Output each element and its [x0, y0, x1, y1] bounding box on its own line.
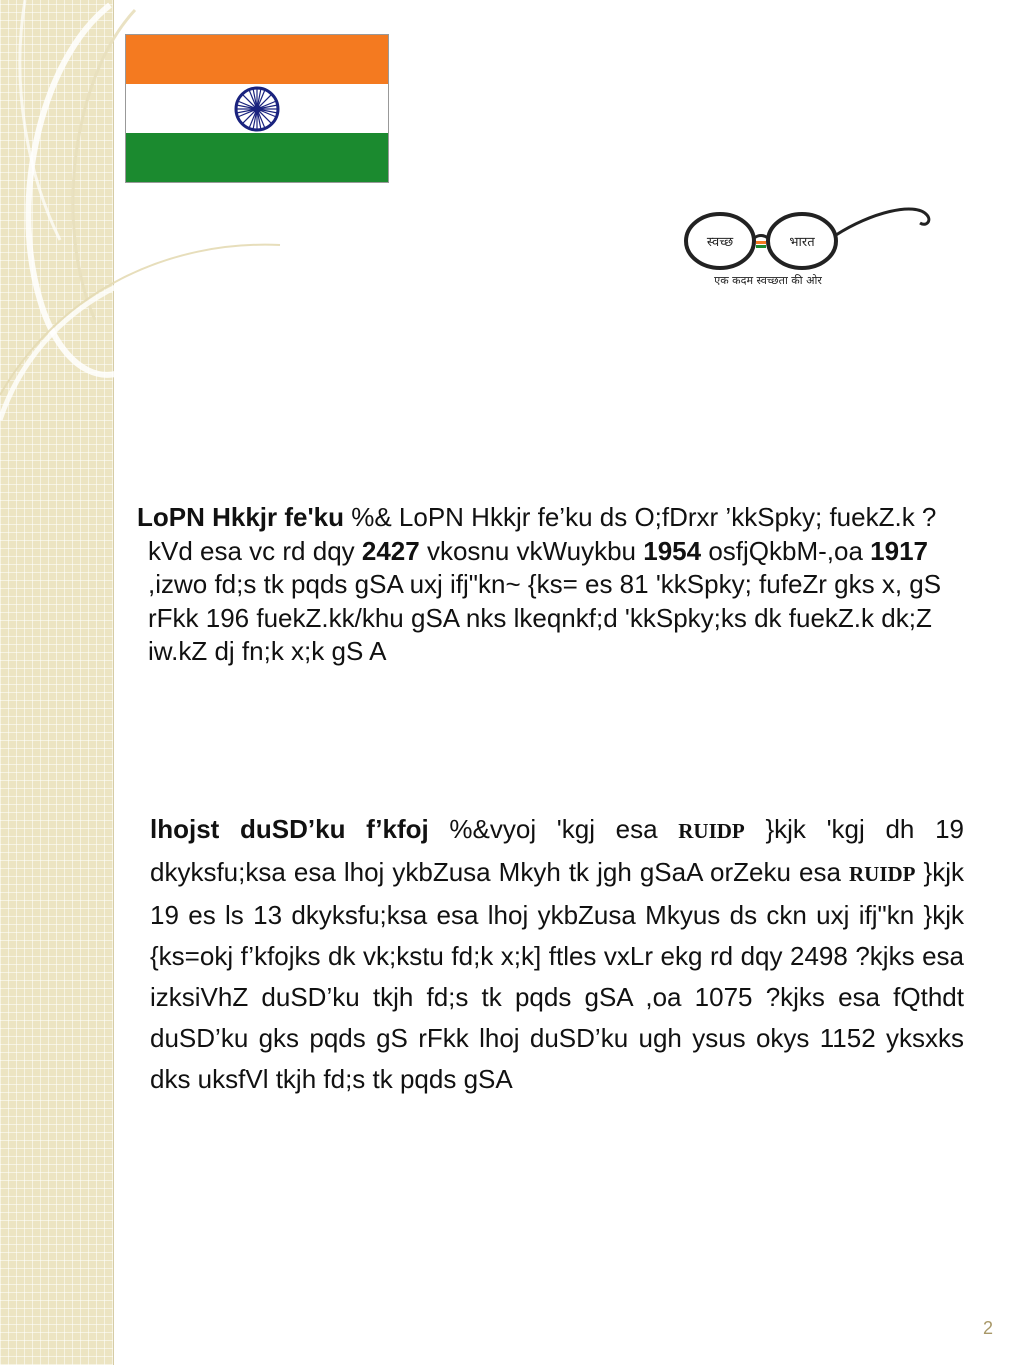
paragraph-text: }kjk 'kgj dh 19 dkyksfu;ksa esa lhoj ykbZusa Mkyh tk jgh gSaA orZeku esa: [150, 814, 964, 887]
paragraph-title: LoPN Hkkjr fe'ku: [137, 502, 345, 532]
sewer-connection-paragraph: [150, 809, 964, 1100]
swachh-bharat-paragraph: [137, 501, 978, 669]
india-flag-icon: [125, 34, 389, 183]
count-verified: 1954: [643, 535, 702, 566]
logo-right-word: भारत: [789, 235, 815, 250]
paragraph-text: osfjQkbM-,oa: [701, 535, 871, 566]
page-number: 2: [983, 1318, 994, 1338]
flag-white-band: [126, 84, 388, 133]
paragraph-title: lhojst duSD’ku f’kfoj: [150, 814, 429, 844]
paragraph-text: }kjk 19 es ls 13 dkyksfu;ksa esa lhoj ykbZusa Mkyus ds ckn uxj ifj"kn }kjk {ks=okj f’kfojks dk vk;kstu fd;k x;k] ftles vxLr ekg rd dqy 2498 ?kjks esa izksiVhZ duSD’ku tkjh fd;s tk pqds gSA ,oa 1075 ?kjks esa fQthdt duSD’ku gks pqds gS rFkk lhoj duSD’ku ugh ysus okys 1152 yksxks dks uksfVl tkjh fd;s tk pqds gSA: [150, 857, 965, 1094]
decorative-sidebar: [0, 0, 114, 1365]
spectacles-icon: [680, 203, 935, 273]
ruidp-label: RUIDP: [849, 862, 916, 886]
flag-saffron-band: [126, 35, 388, 84]
paragraph-text: %&vyoj 'kgj esa: [428, 814, 679, 844]
ruidp-label: RUIDP: [678, 819, 745, 843]
count-approved: 1917: [870, 535, 928, 566]
logo-left-word: स्वच्छ: [706, 235, 734, 250]
count-applications: 2427: [361, 535, 420, 566]
ashoka-chakra-icon: [233, 85, 281, 133]
logo-tagline: एक कदम स्वच्छता की ओर: [714, 274, 822, 287]
swachh-bharat-logo: [680, 203, 935, 298]
paragraph-text: %& LoPN Hkkjr fe’ku ds O;fDrxr ’kkSpky; fuekZ.k ?kVd esa vc rd dqy: [148, 502, 937, 566]
paragraph-text: ,izwo fd;s tk pqds gSA uxj ifj"kn~ {ks= es 81 'kkSpky; fufeZr gks x, gS rFkk 196 fuekZ.kk/khu gSA nks lkeqnkf;d 'kkSpky;ks dk fuekZ.k dk;Z iw.kZ dj fn;k x;k gS A: [148, 569, 942, 666]
paragraph-text: vkosnu vkWuykbu: [419, 535, 644, 566]
flag-green-band: [126, 133, 388, 182]
